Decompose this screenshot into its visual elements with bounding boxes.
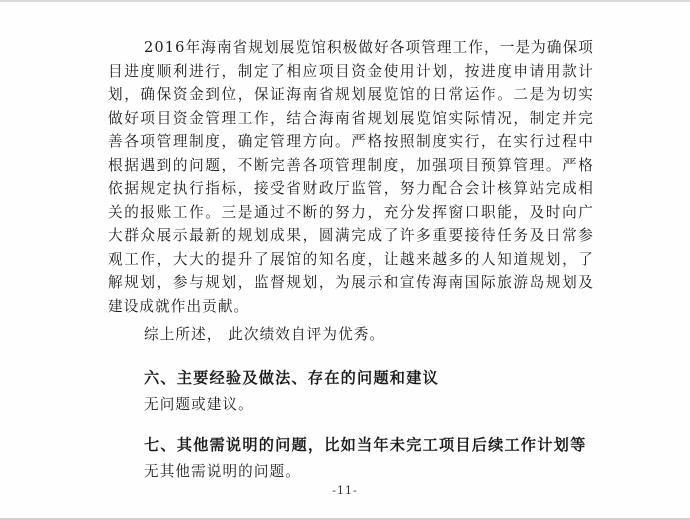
- summary-paragraph: 综上所述， 此次绩效自评为优秀。: [144, 326, 386, 343]
- document-body: [108, 36, 594, 483]
- section-seven-heading: 七、其他需说明的问题，比如当年未完工项目后续工作计划等: [144, 435, 587, 454]
- body-paragraph: 2016年海南省规划展览馆积极做好各项管理工作，一是为确保项目进度顺利进行，制定了相应项目资金使用计划，按进度申请用款计划，确保资金到位，保证海南省规划展览馆的日常运作。二是为切实做好项目资金管理工作，结合海南省规划展览馆实际情况，制定并完善各项管理制度，确定管理方向。严格按照制度实行，在实行过程中根据遇到的问题，不断完善各项管理制度，加强项目预算管理。严格依据规定执行指标，接受省财政厅监管，努力配合会计核算站完成相关的报账工作。三是通过不断的努力，充分发挥窗口职能，及时向广大群众展示最新的规划成果，圆满完成了许多重要接待任务及日常参观工作，大大的提升了展馆的知名度，让越来越多的人知道规划，了解规划，参与规划，监督规划，为展示和宣传海南国际旅游岛规划及建设成就作出贡献。: [108, 39, 594, 315]
- section-six-heading: 六、主要经验及做法、存在的问题和建议: [144, 368, 439, 387]
- section-seven-content: 无其他需说明的问题。: [144, 462, 301, 480]
- section-six-content: 无问题或建议。: [144, 395, 254, 413]
- page-number: -11-: [332, 484, 358, 497]
- scan-edge-top: [0, 0, 690, 2]
